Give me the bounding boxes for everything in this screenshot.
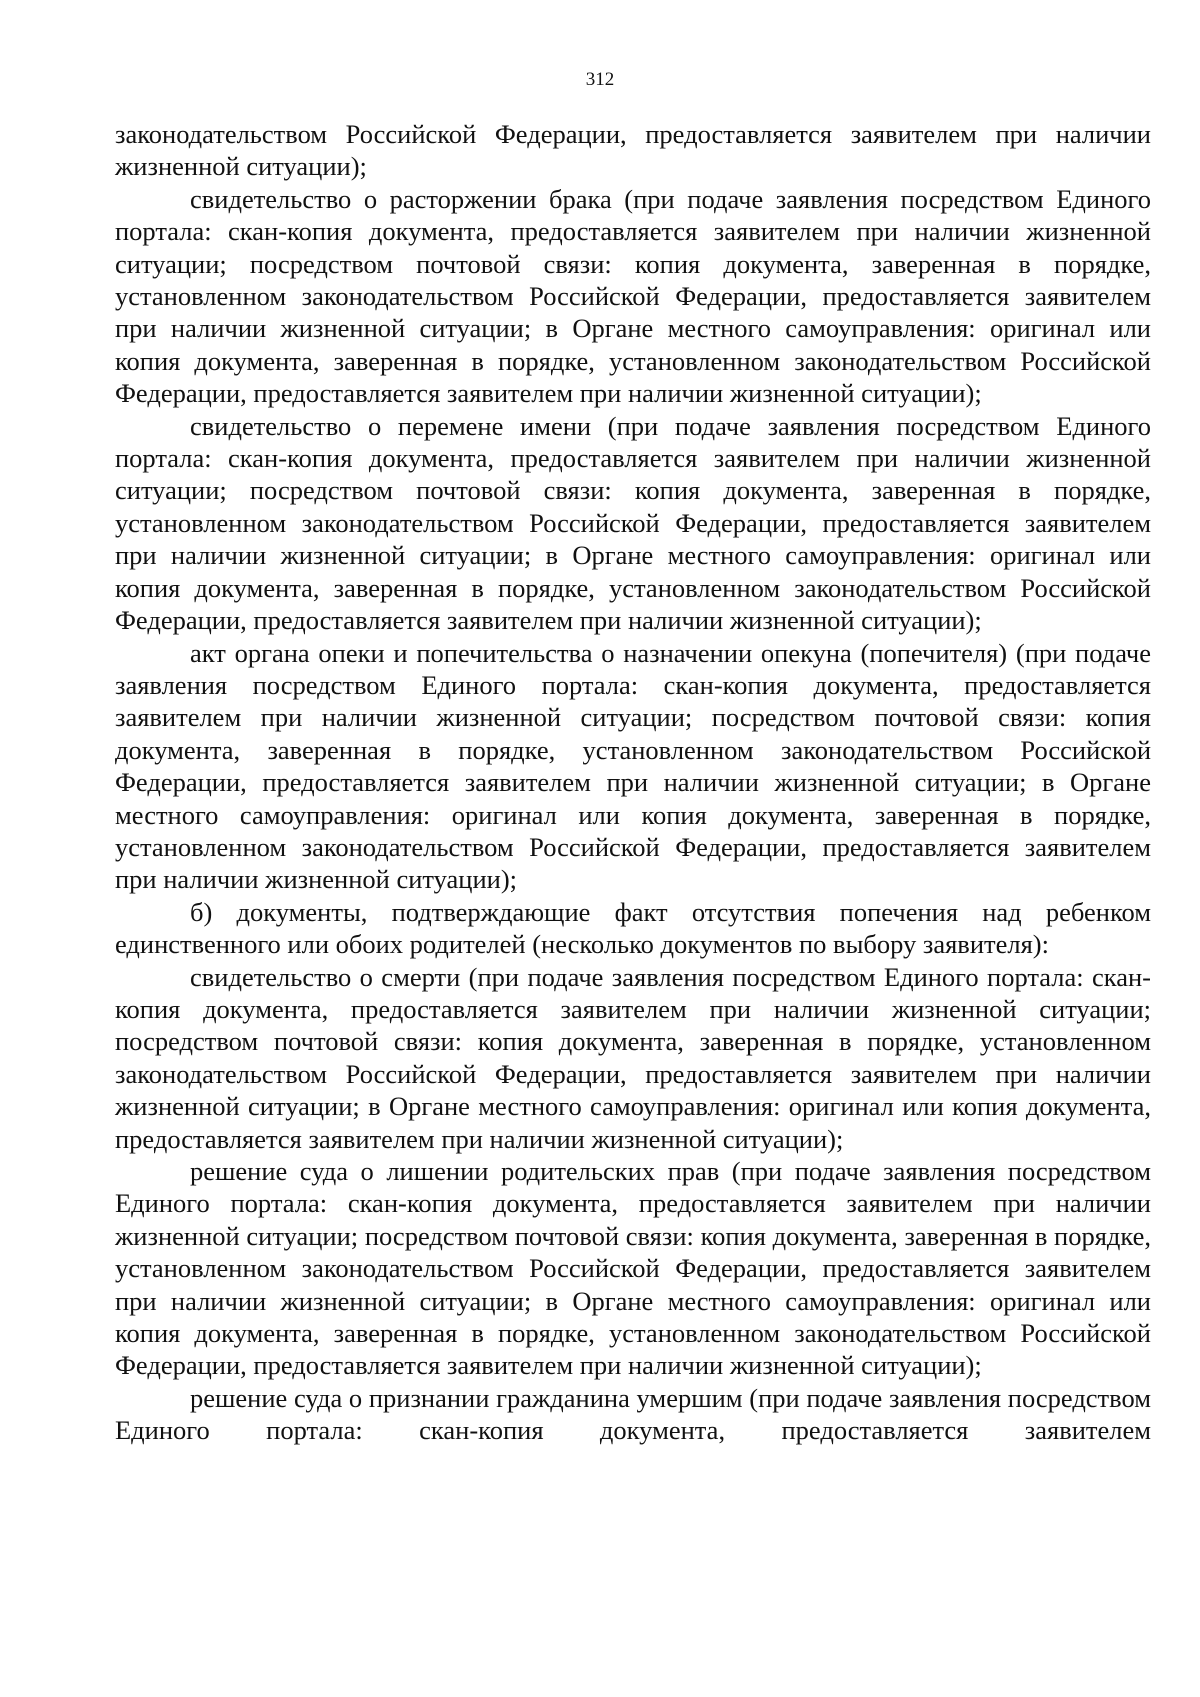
paragraph-guardianship-act: акт органа опеки и попечительства о назначении опекуна (попечителя) (при подаче заявления посредством Единого портала: скан-копия документа, предоставляется заявителем при наличии жизненной ситуации; посредством почтовой связи: копия документа, заверенная в порядке, установленном законодательством Российской Федерации, предоставляется заявителем при наличии жизненной ситуации; в Органе местного самоуправления: оригинал или копия документа, заверенная в порядке, установленном законодательством Российской Федерации, предоставляется заявителем при наличии жизненной ситуации); — [115, 637, 1151, 895]
paragraph-declared-deceased: решение суда о признании гражданина умершим (при подаче заявления посредством Единого портала: скан-копия документа, предоставляется заявителем — [115, 1382, 1151, 1446]
document-body — [115, 118, 1151, 1447]
paragraph-deprivation-of-rights: решение суда о лишении родительских прав (при подаче заявления посредством Единого портала: скан-копия документа, предоставляется заявителем при наличии жизненной ситуации; посредством почтовой связи: копия документа, заверенная в порядке, установленном законодательством Российской Федерации, предоставляется заявителем при наличии жизненной ситуации; в Органе местного самоуправления: оригинал или копия документа, заверенная в порядке, установленном законодательством Российской Федерации, предоставляется заявителем при наличии жизненной ситуации); — [115, 1156, 1151, 1381]
paragraph-death-certificate: свидетельство о смерти (при подаче заявления посредством Единого портала: скан-копия документа, предоставляется заявителем при наличии жизненной ситуации; посредством почтовой связи: копия документа, заверенная в порядке, установленном законодательством Российской Федерации, предоставляется заявителем при наличии жизненной ситуации; в Органе местного самоуправления: оригинал или копия документа, предоставляется заявителем при наличии жизненной ситуации); — [115, 961, 1151, 1154]
paragraph-continuation: законодательством Российской Федерации, предоставляется заявителем при наличии жизненной ситуации); — [115, 119, 1151, 182]
paragraph-name-change-certificate: свидетельство о перемене имени (при подаче заявления посредством Единого портала: скан-копия документа, предоставляется заявителем при наличии жизненной ситуации; посредством почтовой связи: копия документа, заверенная в порядке, установленном законодательством Российской Федерации, предоставляется заявителем при наличии жизненной ситуации; в Органе местного самоуправления: оригинал или копия документа, заверенная в порядке, установленном законодательством Российской Федерации, предоставляется заявителем при наличии жизненной ситуации); — [115, 410, 1151, 636]
page-number: 312 — [585, 69, 615, 90]
paragraph-section-b: б) документы, подтверждающие факт отсутствия попечения над ребенком единственного или обоих родителей (несколько документов по выбору заявителя): — [115, 896, 1151, 960]
paragraph-divorce-certificate: свидетельство о расторжении брака (при подаче заявления посредством Единого портала: скан-копия документа, предоставляется заявителем при наличии жизненной ситуации; посредством почтовой связи: копия документа, заверенная в порядке, установленном законодательством Российской Федерации, предоставляется заявителем при наличии жизненной ситуации; в Органе местного самоуправления: оригинал или копия документа, заверенная в порядке, установленном законодательством Российской Федерации, предоставляется заявителем при наличии жизненной ситуации); — [115, 183, 1151, 409]
